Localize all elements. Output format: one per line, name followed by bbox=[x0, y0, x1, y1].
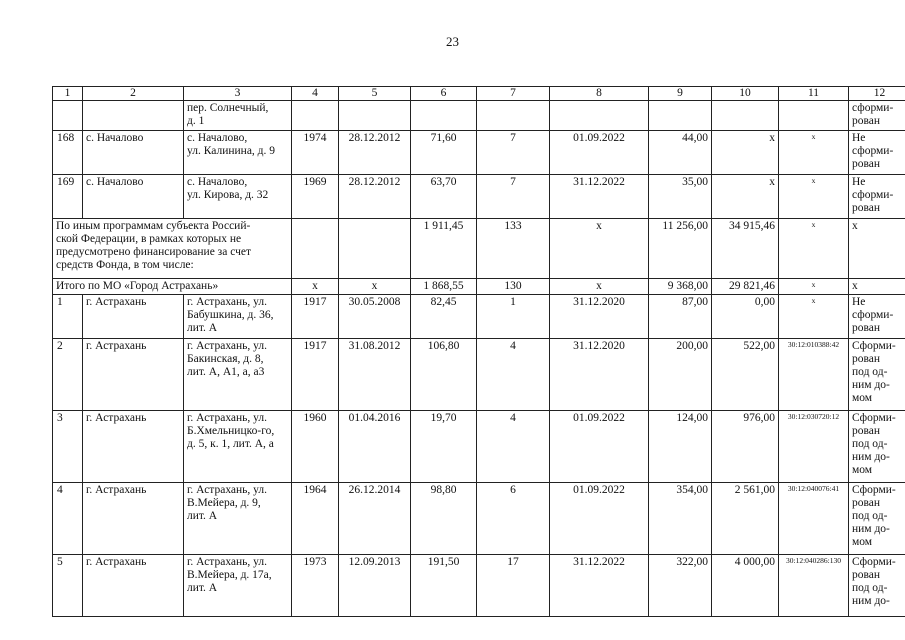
table-cell: 1974 bbox=[292, 131, 339, 175]
table-cell: с. Началово bbox=[83, 131, 184, 175]
table-cell: 133 bbox=[477, 219, 550, 279]
table-cell: г. Астрахань, ул. Бабушкина, д. 36, лит. А bbox=[184, 295, 292, 339]
column-header: 11 bbox=[779, 87, 849, 101]
table-cell: г. Астрахань, ул. В.Мейера, д. 9, лит. А bbox=[184, 483, 292, 555]
column-header: 2 bbox=[83, 87, 184, 101]
housing-table bbox=[52, 86, 905, 617]
table-body bbox=[53, 101, 905, 617]
table-cell: 1917 bbox=[292, 339, 339, 411]
table-cell: г. Астрахань, ул. Бакинская, д. 8, лит. А, А1, а, а3 bbox=[184, 339, 292, 411]
table-cell: г. Астрахань bbox=[83, 295, 184, 339]
table-cell: 106,80 bbox=[411, 339, 477, 411]
table-cell: 31.08.2012 bbox=[339, 339, 411, 411]
table-cell: х bbox=[779, 219, 849, 279]
table-cell: 34 915,46 bbox=[712, 219, 779, 279]
table-cell: 4 bbox=[53, 483, 83, 555]
summary-label: По иным программам субъекта Россий- ской Федерации, в рамках которых не предусмотрено финансирование за счет средств Фонда, в том числе: bbox=[53, 219, 292, 279]
table-cell: 976,00 bbox=[712, 411, 779, 483]
table-cell bbox=[292, 219, 339, 279]
table-cell: 1 911,45 bbox=[411, 219, 477, 279]
table-cell: 2 bbox=[53, 339, 83, 411]
table-cell: г. Астрахань bbox=[83, 339, 184, 411]
table-cell: 3 bbox=[53, 411, 83, 483]
table-cell: х bbox=[292, 279, 339, 295]
column-header: 1 bbox=[53, 87, 83, 101]
table-cell: сформи- рован bbox=[849, 101, 905, 131]
table-cell bbox=[712, 101, 779, 131]
table-cell: 130 bbox=[477, 279, 550, 295]
table-cell: 12.09.2013 bbox=[339, 555, 411, 617]
table-cell: 71,60 bbox=[411, 131, 477, 175]
table-cell: х bbox=[550, 279, 649, 295]
table-cell: 322,00 bbox=[649, 555, 712, 617]
table-cell: с. Началово bbox=[83, 175, 184, 219]
table-cell: 4 bbox=[477, 339, 550, 411]
column-header: 5 bbox=[339, 87, 411, 101]
table-cell bbox=[550, 101, 649, 131]
table-cell: х bbox=[779, 131, 849, 175]
table-cell: х bbox=[712, 175, 779, 219]
table-cell bbox=[339, 219, 411, 279]
table-cell: 11 256,00 bbox=[649, 219, 712, 279]
table-cell: 28.12.2012 bbox=[339, 175, 411, 219]
column-header: 8 bbox=[550, 87, 649, 101]
table-cell: 191,50 bbox=[411, 555, 477, 617]
table-cell: 44,00 bbox=[649, 131, 712, 175]
table-cell: Не сформи- рован bbox=[849, 175, 905, 219]
table-cell bbox=[292, 101, 339, 131]
column-header: 9 bbox=[649, 87, 712, 101]
table-cell bbox=[53, 101, 83, 131]
table-cell: 168 bbox=[53, 131, 83, 175]
table-row bbox=[53, 339, 905, 411]
table-cell bbox=[477, 101, 550, 131]
table-cell: 124,00 bbox=[649, 411, 712, 483]
column-header: 7 bbox=[477, 87, 550, 101]
table-cell: 30.05.2008 bbox=[339, 295, 411, 339]
table-cell: Не сформи- рован bbox=[849, 295, 905, 339]
header-row bbox=[53, 87, 905, 101]
table-cell: 30:12:010388:42 bbox=[779, 339, 849, 411]
column-header: 10 bbox=[712, 87, 779, 101]
table-row bbox=[53, 483, 905, 555]
column-header: 3 bbox=[184, 87, 292, 101]
table-cell: 01.09.2022 bbox=[550, 483, 649, 555]
table-cell: Не сформи- рован bbox=[849, 131, 905, 175]
table-cell: 01.09.2022 bbox=[550, 131, 649, 175]
table-cell: 1973 bbox=[292, 555, 339, 617]
table-cell: 98,80 bbox=[411, 483, 477, 555]
table-cell: 4 bbox=[477, 411, 550, 483]
table-row bbox=[53, 411, 905, 483]
table-cell: 200,00 bbox=[649, 339, 712, 411]
table-cell: с. Началово, ул. Калинина, д. 9 bbox=[184, 131, 292, 175]
table-cell: 87,00 bbox=[649, 295, 712, 339]
table-cell: г. Астрахань, ул. В.Мейера, д. 17а, лит. А bbox=[184, 555, 292, 617]
table-cell: 1969 bbox=[292, 175, 339, 219]
table-cell: 01.04.2016 bbox=[339, 411, 411, 483]
table-cell: 5 bbox=[53, 555, 83, 617]
table-cell: х bbox=[779, 175, 849, 219]
table-cell: 26.12.2014 bbox=[339, 483, 411, 555]
table-cell: 31.12.2022 bbox=[550, 175, 649, 219]
table-cell: г. Астрахань bbox=[83, 555, 184, 617]
table-cell bbox=[339, 101, 411, 131]
table-cell: 1 bbox=[477, 295, 550, 339]
table-cell: Сформи- рован под од- ним до- мом bbox=[849, 483, 905, 555]
table-cell: 4 000,00 bbox=[712, 555, 779, 617]
table-cell: 82,45 bbox=[411, 295, 477, 339]
table-cell: 30:12:040076:41 bbox=[779, 483, 849, 555]
table-cell: 01.09.2022 bbox=[550, 411, 649, 483]
table-row bbox=[53, 295, 905, 339]
table-cell: 7 bbox=[477, 175, 550, 219]
table-cell: 30:12:040286:130 bbox=[779, 555, 849, 617]
table-cell: 1964 bbox=[292, 483, 339, 555]
table-cell: 2 561,00 bbox=[712, 483, 779, 555]
table-cell: 31.12.2022 bbox=[550, 555, 649, 617]
table-cell: 522,00 bbox=[712, 339, 779, 411]
table-cell: х bbox=[712, 131, 779, 175]
table-cell: 7 bbox=[477, 131, 550, 175]
table-cell: 1 868,55 bbox=[411, 279, 477, 295]
page-number: 23 bbox=[446, 34, 459, 49]
table-cell: 35,00 bbox=[649, 175, 712, 219]
table-cell: 31.12.2020 bbox=[550, 295, 649, 339]
table-cell: 169 bbox=[53, 175, 83, 219]
table-cell: Сформи- рован под од- ним до- мом bbox=[849, 411, 905, 483]
table-cell: 19,70 bbox=[411, 411, 477, 483]
table-cell: 0,00 bbox=[712, 295, 779, 339]
table-cell: 28.12.2012 bbox=[339, 131, 411, 175]
table-cell: Сформи- рован под од- ним до- bbox=[849, 555, 905, 617]
table-cell bbox=[411, 101, 477, 131]
table-cell: г. Астрахань bbox=[83, 411, 184, 483]
table-cell: х bbox=[779, 279, 849, 295]
table-cell: х bbox=[339, 279, 411, 295]
table-cell: 30:12:030720:12 bbox=[779, 411, 849, 483]
table-cell: х bbox=[550, 219, 649, 279]
table-row bbox=[53, 555, 905, 617]
table-cell: Сформи- рован под од- ним до- мом bbox=[849, 339, 905, 411]
table-cell bbox=[649, 101, 712, 131]
table-cell: г. Астрахань, ул. Б.Хмельницко-го, д. 5, к. 1, лит. А, а bbox=[184, 411, 292, 483]
table-cell bbox=[779, 101, 849, 131]
table-cell bbox=[83, 101, 184, 131]
table-cell: х bbox=[849, 279, 905, 295]
table-cell: пер. Солнечный, д. 1 bbox=[184, 101, 292, 131]
table-row bbox=[53, 131, 905, 175]
table-cell: 6 bbox=[477, 483, 550, 555]
table-row bbox=[53, 175, 905, 219]
table-cell: 29 821,46 bbox=[712, 279, 779, 295]
summary-row bbox=[53, 219, 905, 279]
column-header: 12 bbox=[849, 87, 905, 101]
column-header: 4 bbox=[292, 87, 339, 101]
table-cell: 1 bbox=[53, 295, 83, 339]
table-row bbox=[53, 101, 905, 131]
table-cell: х bbox=[849, 219, 905, 279]
table-cell: х bbox=[779, 295, 849, 339]
table-cell: г. Астрахань bbox=[83, 483, 184, 555]
summary-row bbox=[53, 279, 905, 295]
table-cell: 1960 bbox=[292, 411, 339, 483]
summary-label: Итого по МО «Город Астрахань» bbox=[53, 279, 292, 295]
table-cell: 17 bbox=[477, 555, 550, 617]
table-cell: 31.12.2020 bbox=[550, 339, 649, 411]
table-cell: 63,70 bbox=[411, 175, 477, 219]
table-cell: 354,00 bbox=[649, 483, 712, 555]
table-cell: с. Началово, ул. Кирова, д. 32 bbox=[184, 175, 292, 219]
table-cell: 1917 bbox=[292, 295, 339, 339]
table-cell: 9 368,00 bbox=[649, 279, 712, 295]
column-header: 6 bbox=[411, 87, 477, 101]
